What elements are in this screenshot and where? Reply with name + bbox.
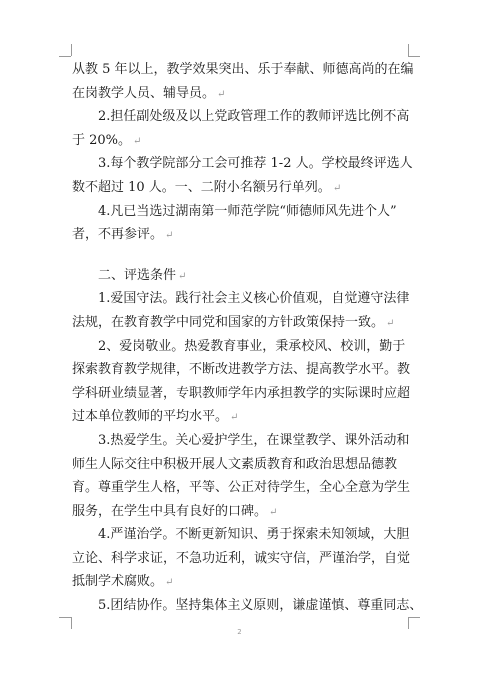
line-text: 抵制学术腐败。 bbox=[72, 574, 164, 590]
paragraph-mark-icon: ↵ bbox=[269, 506, 278, 518]
line-text: 育。尊重学生人格，平等、公正对待学生，全心全意为学生 bbox=[72, 480, 411, 496]
paragraph-mark-icon: ↵ bbox=[230, 412, 239, 424]
paragraph-mark-icon: ↵ bbox=[332, 182, 342, 194]
paragraph-mark-icon: ↵ bbox=[165, 230, 174, 242]
paragraph-mark-icon: ↵ bbox=[178, 270, 187, 282]
text-line bbox=[72, 311, 412, 335]
line-text: 于 20%。 bbox=[72, 132, 132, 148]
text-line bbox=[72, 570, 412, 594]
line-text: 1.爱国守法。践行社会主义核心价值观，自觉遵守法律 bbox=[98, 291, 410, 307]
crop-mark-top-left-v bbox=[71, 44, 72, 56]
text-line bbox=[72, 382, 412, 406]
page-number: 2 bbox=[237, 628, 242, 636]
text-line bbox=[72, 105, 412, 129]
line-text: 2.担任副处级及以上党政管理工作的教师评选比例不高 bbox=[98, 109, 410, 125]
crop-mark-top-left-h bbox=[59, 56, 71, 57]
line-text: 师生人际交往中积极开展人文素质教育和政治思想品德教 bbox=[72, 456, 398, 472]
line-text: 3.每个教学院部分工会可推荐 1-2 人。学校最终评选人 bbox=[98, 156, 413, 172]
text-line bbox=[72, 453, 412, 477]
text-line bbox=[72, 547, 412, 571]
line-text: 数不超过 10 人。一、二附小名额另行单列。 bbox=[72, 179, 331, 195]
text-line bbox=[72, 152, 412, 176]
line-text: 4.严谨治学。不断更新知识、勇于探索未知领域，大胆 bbox=[98, 527, 410, 543]
text-line bbox=[72, 476, 412, 500]
text-line bbox=[72, 129, 412, 153]
line-text: 者，不再参评。 bbox=[72, 227, 164, 243]
line-text: 法规，在教育教学中同党和国家的方针政策保持一致。 bbox=[72, 314, 385, 330]
line-text: 2、爱岗敬业。热爱教育事业，秉承校风、校训，勤于 bbox=[98, 338, 406, 354]
line-text: 过本单位教师的平均水平。 bbox=[72, 409, 229, 425]
paragraph-mark-icon: ↵ bbox=[386, 317, 395, 329]
text-line bbox=[72, 405, 412, 429]
text-line bbox=[72, 58, 412, 82]
paragraph-mark-icon: ↵ bbox=[133, 135, 142, 147]
text-line bbox=[72, 335, 412, 359]
text-line bbox=[72, 523, 412, 547]
crop-mark-top-right-h bbox=[408, 56, 420, 57]
text-line bbox=[72, 200, 412, 224]
text-line bbox=[72, 429, 412, 453]
line-text: 5.团结协作。坚持集体主义原则，谦虚谨慎、尊重同志、 bbox=[98, 598, 423, 614]
line-text: 从教 5 年以上，教学效果突出、乐于奉献、师德高尚的在编 bbox=[72, 62, 414, 77]
crop-mark-top-right-v bbox=[408, 44, 409, 56]
text-line bbox=[72, 594, 423, 618]
text-line bbox=[72, 500, 412, 524]
line-text: 服务，在学生中具有良好的口碑。 bbox=[72, 503, 268, 519]
text-line bbox=[72, 176, 412, 200]
text-line bbox=[72, 223, 412, 247]
line-text: 二、评选条件 bbox=[98, 267, 177, 283]
text-line bbox=[72, 82, 412, 106]
line-text: 4.凡已当选过湖南第一师范学院“师德师风先进个人” bbox=[98, 203, 397, 219]
line-text: 立论、科学求证，不急功近利，诚实守信，严谨治学，自觉 bbox=[72, 550, 411, 566]
text-line bbox=[72, 264, 412, 288]
line-text: 在岗教学人员、辅导员。 bbox=[72, 85, 216, 101]
line-text: 学科研业绩显著，专职教师学年内承担教学的实际课时应超 bbox=[72, 385, 411, 401]
crop-mark-bottom-left-h bbox=[59, 617, 71, 618]
document-body bbox=[72, 58, 423, 618]
line-text: 3.热爱学生。关心爱护学生，在课堂教学、课外活动和 bbox=[98, 432, 410, 448]
paragraph-gap bbox=[72, 247, 412, 264]
line-text: 探索教育教学规律，不断改进教学方法、提高教学水平。教 bbox=[72, 362, 411, 378]
paragraph-mark-icon: ↵ bbox=[217, 88, 226, 100]
text-line bbox=[72, 358, 412, 382]
text-line bbox=[72, 287, 412, 311]
paragraph-mark-icon: ↵ bbox=[165, 577, 174, 589]
